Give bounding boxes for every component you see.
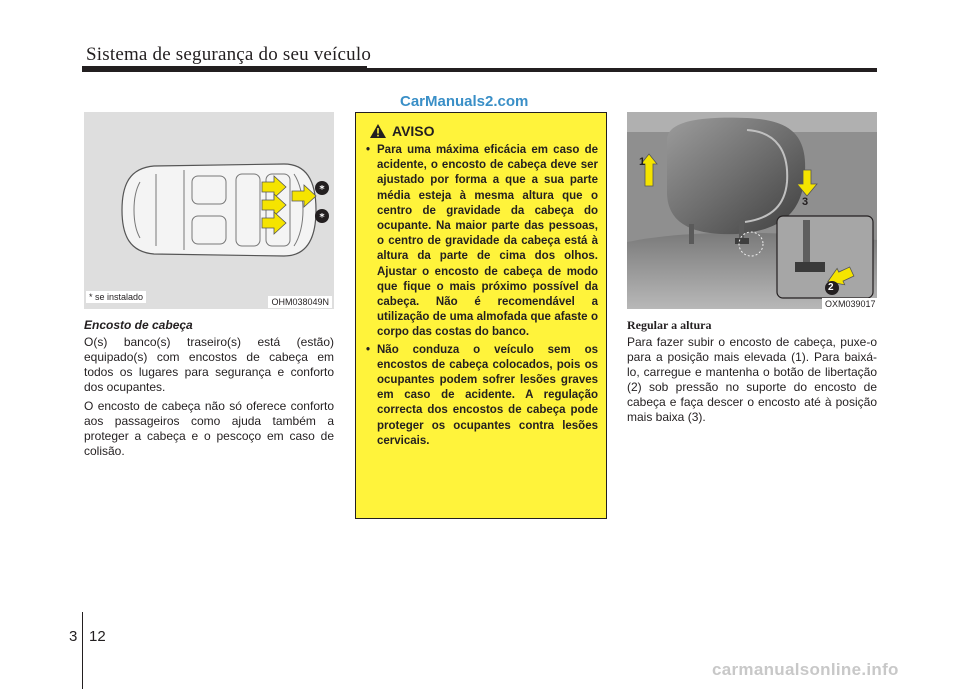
paragraph: O(s) banco(s) traseiro(s) está (estão) equipado(s) com encostos de cabeça em todos os lugares para segurança e conforto dos ocupantes.	[84, 335, 334, 394]
figure-car-top-view	[84, 112, 334, 309]
callout-1: 1	[639, 156, 646, 168]
figure-code: OHM038049N	[268, 296, 332, 308]
section-body-left	[84, 335, 334, 463]
paragraph: Para fazer subir o encosto de cabeça, puxe-o para a posição mais elevada (1). Para baixá-lo, carregue e mantenha o botão de libertação (2) sob pressão no suporte do encosto de cabeça e faça descer o encosto até à posição mais baixa (3).	[627, 335, 877, 424]
callout-3: 3	[802, 196, 809, 208]
section-heading-regular: Regular a altura	[627, 318, 712, 332]
warning-triangle-icon	[370, 124, 386, 138]
page-header-title: Sistema de segurança do seu veículo	[86, 44, 372, 65]
figure-code: OXM039017	[822, 298, 879, 310]
car-top-view-illustration	[84, 112, 334, 309]
watermark-link-bottom[interactable]: carmanualsonline.info	[712, 660, 899, 679]
warning-item: • Não conduza o veículo sem os encostos de cabeça colocados, pois os ocupantes podem sofrer lesões graves em caso de acidente. A regulação correcta dos encostos de cabeça pode proteger os ocupantes contra lesões cervicais.	[366, 343, 598, 449]
footer-section-number: 3	[69, 628, 78, 645]
svg-text:*: *	[319, 184, 325, 195]
figure-note: * se instalado	[86, 291, 146, 303]
warning-title: AVISO	[392, 123, 435, 139]
paragraph: O encosto de cabeça não só oferece conforto aos passageiros como ajuda também a proteger a cabeça e o pescoço em caso de colisão.	[84, 399, 334, 458]
headrest-illustration	[627, 112, 877, 309]
warning-header	[370, 123, 435, 139]
warning-item: • Para uma máxima eficácia em caso de acidente, o encosto de cabeça deve ser ajustado por forma a que a sua parte média esteja à mesma altura que o centro de gravidade da cabeça do ocupante. Na maior parte das pessoas, o centro de gravidade da cabeça está à altura da parte de cima dos olhos. Ajustar o encosto de cabeça de modo que fique o mais próximo possível da cabeça. Não é recomendável a utilização de uma almofada que afaste o corpo das costas do banco.	[366, 143, 598, 341]
watermark-link-top[interactable]: CarManuals2.com	[400, 93, 529, 110]
callout-2: 2	[828, 282, 834, 293]
warning-box	[355, 112, 607, 519]
svg-text:*: *	[319, 212, 325, 223]
header-rule-accent	[82, 66, 367, 72]
footer-rule	[82, 612, 83, 689]
footer-page-number: 12	[89, 628, 106, 645]
warning-list	[366, 143, 598, 451]
section-body-right	[627, 335, 877, 429]
figure-headrest	[627, 112, 877, 309]
section-heading-encosto: Encosto de cabeça	[84, 318, 193, 332]
